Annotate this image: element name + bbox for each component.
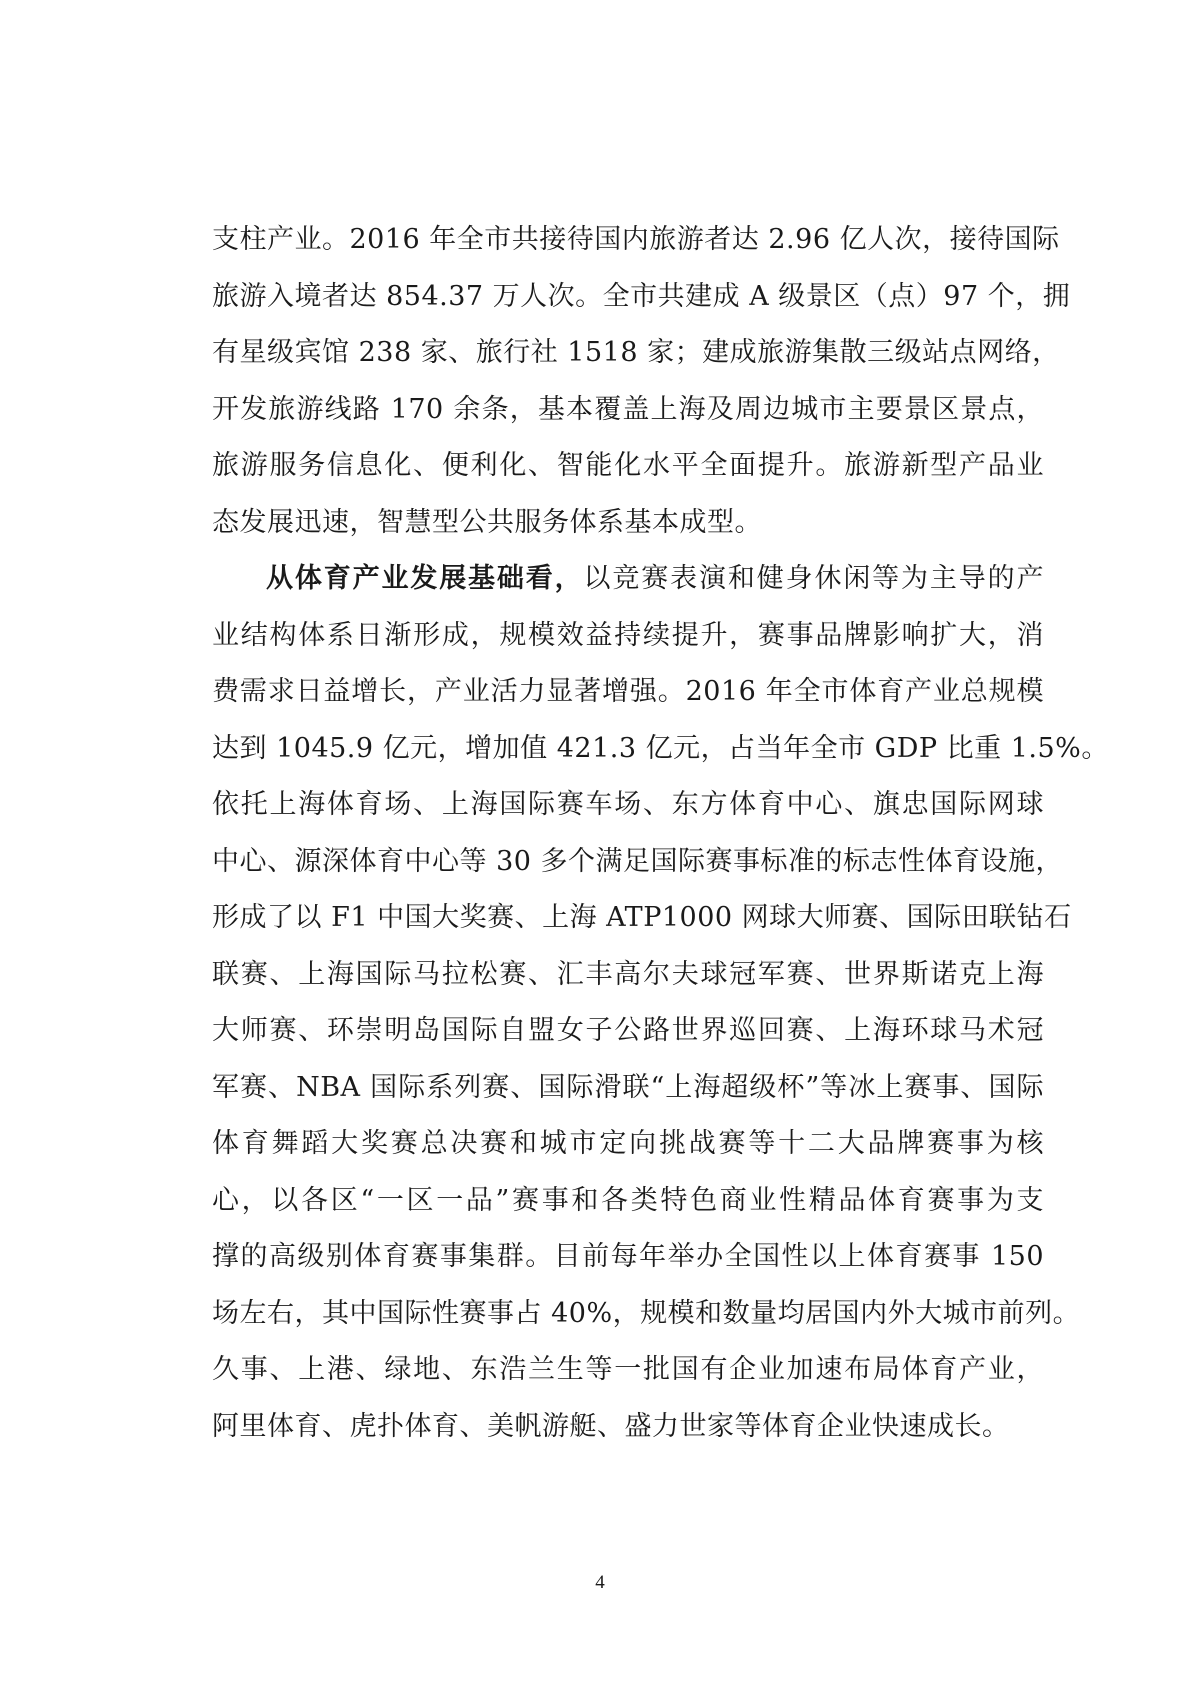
page-number: 4	[595, 1572, 605, 1593]
text-line: 支柱产业。2016 年全市共接待国内旅游者达 2.96 亿人次，接待国际	[212, 224, 1060, 255]
text-line: 久事、上港、绿地、东浩兰生等一批国有企业加速布局体育产业，	[212, 1354, 1044, 1385]
text-line: 场左右，其中国际性赛事占 40%，规模和数量均居国内外大城市前列。	[212, 1297, 1081, 1329]
paragraph-sports	[212, 551, 1109, 1455]
text-line: 有星级宾馆 238 家、旅行社 1518 家；建成旅游集散三级站点网络，	[212, 337, 1060, 368]
text-line: 中心、源深体育中心等 30 多个满足国际赛事标准的标志性体育设施，	[212, 845, 1064, 877]
text-line: 大师赛、环崇明岛国际自盟女子公路世界巡回赛、上海环球马术冠	[212, 1015, 1044, 1046]
text-line: 达到 1045.9 亿元，增加值 421.3 亿元，占当年全市 GDP 比重 1.5%。	[212, 732, 1109, 764]
text-line: 态发展迅速，智慧型公共服务体系基本成型。	[212, 506, 762, 538]
text-line: 阿里体育、虎扑体育、美帆游艇、盛力世家等体育企业快速成长。	[212, 1410, 1010, 1442]
text-line: 业结构体系日渐形成，规模效益持续提升，赛事品牌影响扩大，消	[212, 619, 1044, 651]
text-line: 开发旅游线路 170 余条，基本覆盖上海及周边城市主要景区景点，	[212, 393, 1044, 425]
text-line: 依托上海体育场、上海国际赛车场、东方体育中心、旗忠国际网球	[212, 789, 1044, 820]
text-line: 旅游服务信息化、便利化、智能化水平全面提升。旅游新型产品业	[212, 450, 1044, 481]
text-line-rest: 以竞赛表演和健身休闲等为主导的产	[583, 563, 1045, 594]
text-line: 联赛、上海国际马拉松赛、汇丰高尔夫球冠军赛、世界斯诺克上海	[212, 958, 1044, 990]
text-line: 形成了以 F1 中国大奖赛、上海 ATP1000 网球大师赛、国际田联钻石	[212, 902, 1072, 933]
paragraph-lead-heading: 从体育产业发展基础看，	[266, 563, 584, 594]
text-line: 旅游入境者达 854.37 万人次。全市共建成 A 级景区（点）97 个，拥	[212, 280, 1071, 312]
text-line	[212, 551, 1044, 608]
text-line: 撑的高级别体育赛事集群。目前每年举办全国性以上体育赛事 150	[212, 1241, 1044, 1272]
text-line: 费需求日益增长，产业活力显著增强。2016 年全市体育产业总规模	[212, 676, 1044, 707]
text-line: 体育舞蹈大奖赛总决赛和城市定向挑战赛等十二大品牌赛事为核	[212, 1128, 1044, 1159]
document-body	[212, 212, 1109, 1455]
text-line: 心，以各区“一区一品”赛事和各类特色商业性精品体育赛事为支	[212, 1184, 1044, 1216]
text-line: 军赛、NBA 国际系列赛、国际滑联“上海超级杯”等冰上赛事、国际	[212, 1071, 1044, 1103]
paragraph-tourism	[212, 212, 1071, 551]
